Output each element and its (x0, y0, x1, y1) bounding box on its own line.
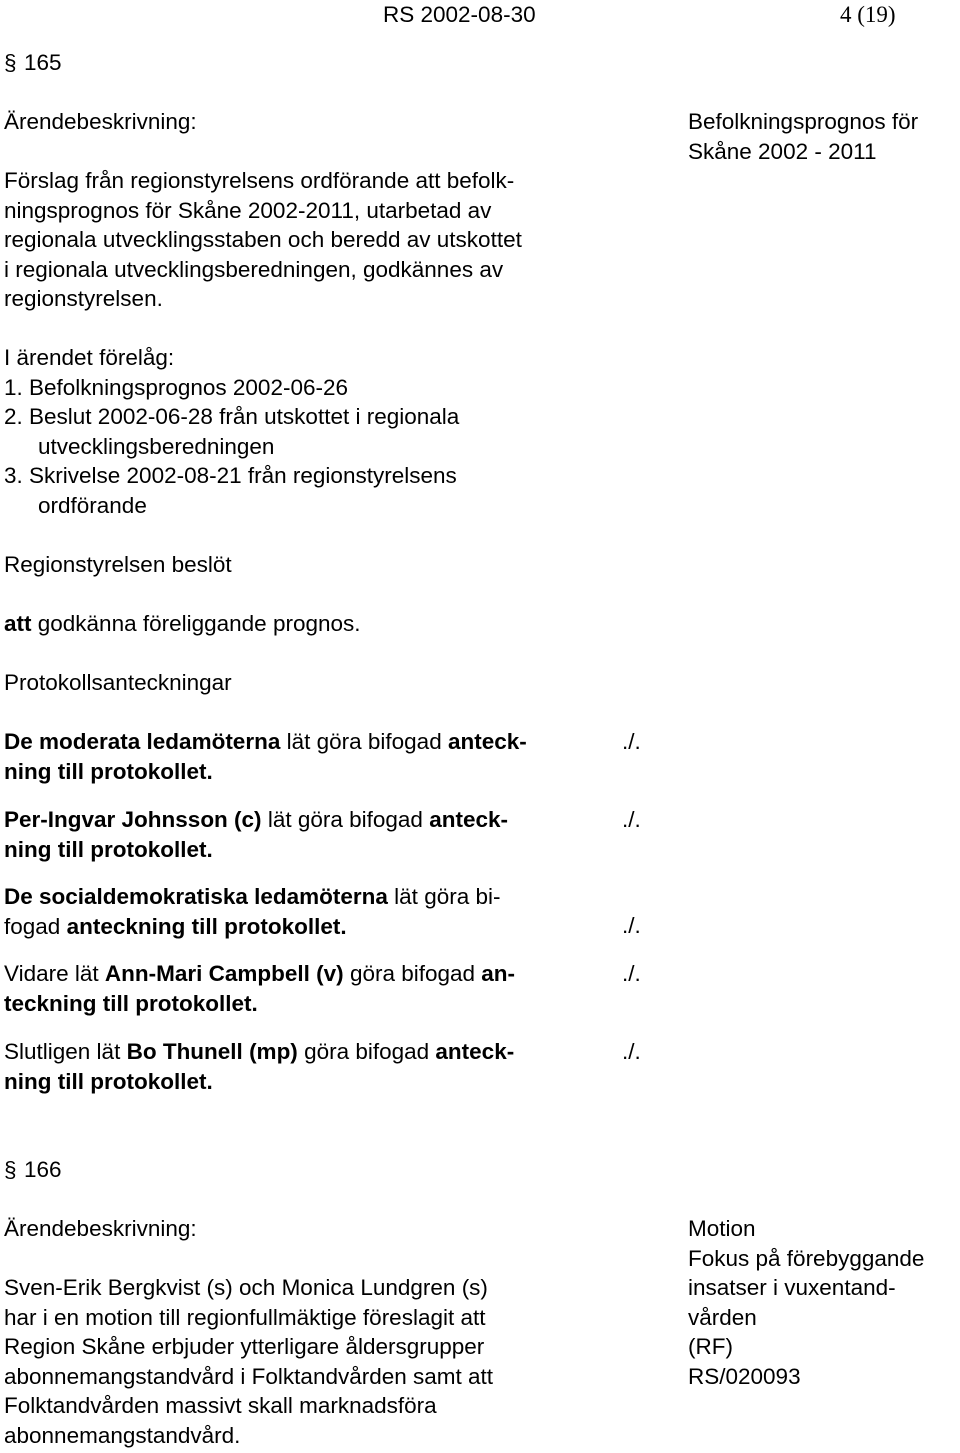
protocol-note: De moderata ledamöterna lät göra bifogad anteck- ning till protokollet. (4, 729, 527, 784)
protocol-note: De socialdemokratiska ledamöterna lät göra bi- fogad anteckning till protokollet. (4, 884, 501, 939)
section-number: § 165 (4, 48, 62, 78)
description-heading: Ärendebeskrivning: (4, 1216, 197, 1241)
document-reference: RS 2002-08-30 (383, 2, 536, 27)
list-item: 1. Befolkningsprognos 2002-06-26 (4, 374, 348, 400)
description-heading: Ärendebeskrivning: (4, 109, 197, 134)
protocol-note: Per-Ingvar Johnsson (c) lät göra bifogad anteck- ning till protokollet. (4, 807, 508, 862)
list-item-continuation: ordförande (38, 492, 147, 518)
section-number: § 166 (4, 1155, 62, 1185)
list-item: 3. Skrivelse 2002-08-21 från regionstyrelsens (4, 463, 457, 488)
attachment-mark: ./. (622, 913, 641, 938)
documents-heading: I ärendet förelåg: (4, 345, 175, 370)
paragraph-symbol: § (4, 1157, 17, 1182)
attachment-mark: ./. (622, 729, 641, 754)
attachment-mark: ./. (622, 1039, 641, 1064)
side-title: Motion Fokus på förebyggande insatser i vuxentand- vården (RF) RS/020093 (688, 1216, 925, 1389)
documents-list (4, 343, 459, 520)
list-item: 2. Beslut 2002-06-28 från utskottet i regionala (4, 404, 460, 429)
page-number: 4 (19) (840, 2, 896, 27)
protocol-note: Vidare lät Ann-Mari Campbell (v) göra bifogad an- teckning till protokollet. (4, 961, 516, 1016)
attachment-mark: ./. (622, 807, 641, 832)
description-text: Sven-Erik Bergkvist (s) och Monica Lundgren (s) har i en motion till regionfullmäktige föreslagit att Region Skåne erbjuder ytterligare åldersgrupper abonnemangstandvård i Folktandvården samt att Folktandvården massivt skall marknadsföra abonnemangstandvård. (4, 1275, 494, 1448)
protocol-note: Slutligen lät Bo Thunell (mp) göra bifogad anteck- ning till protokollet. (4, 1039, 515, 1094)
description-text: Förslag från regionstyrelsens ordförande att befolk- ningsprognos för Skåne 2002-2011, utarbetad av regionala utvecklingsstaben och beredd av utskottet i regionala utvecklingsberedningen, godkännes av regionstyrelsen. (4, 168, 522, 311)
notes-heading: Protokollsanteckningar (4, 670, 232, 695)
attachment-mark: ./. (622, 961, 641, 986)
paragraph-symbol: § (4, 50, 17, 75)
list-item-continuation: utvecklingsberedningen (38, 433, 275, 459)
decision-heading: Regionstyrelsen beslöt (4, 552, 232, 577)
side-title: Befolkningsprognos för Skåne 2002 - 2011 (688, 109, 919, 164)
decision-text: att godkänna föreliggande prognos. (4, 611, 361, 636)
